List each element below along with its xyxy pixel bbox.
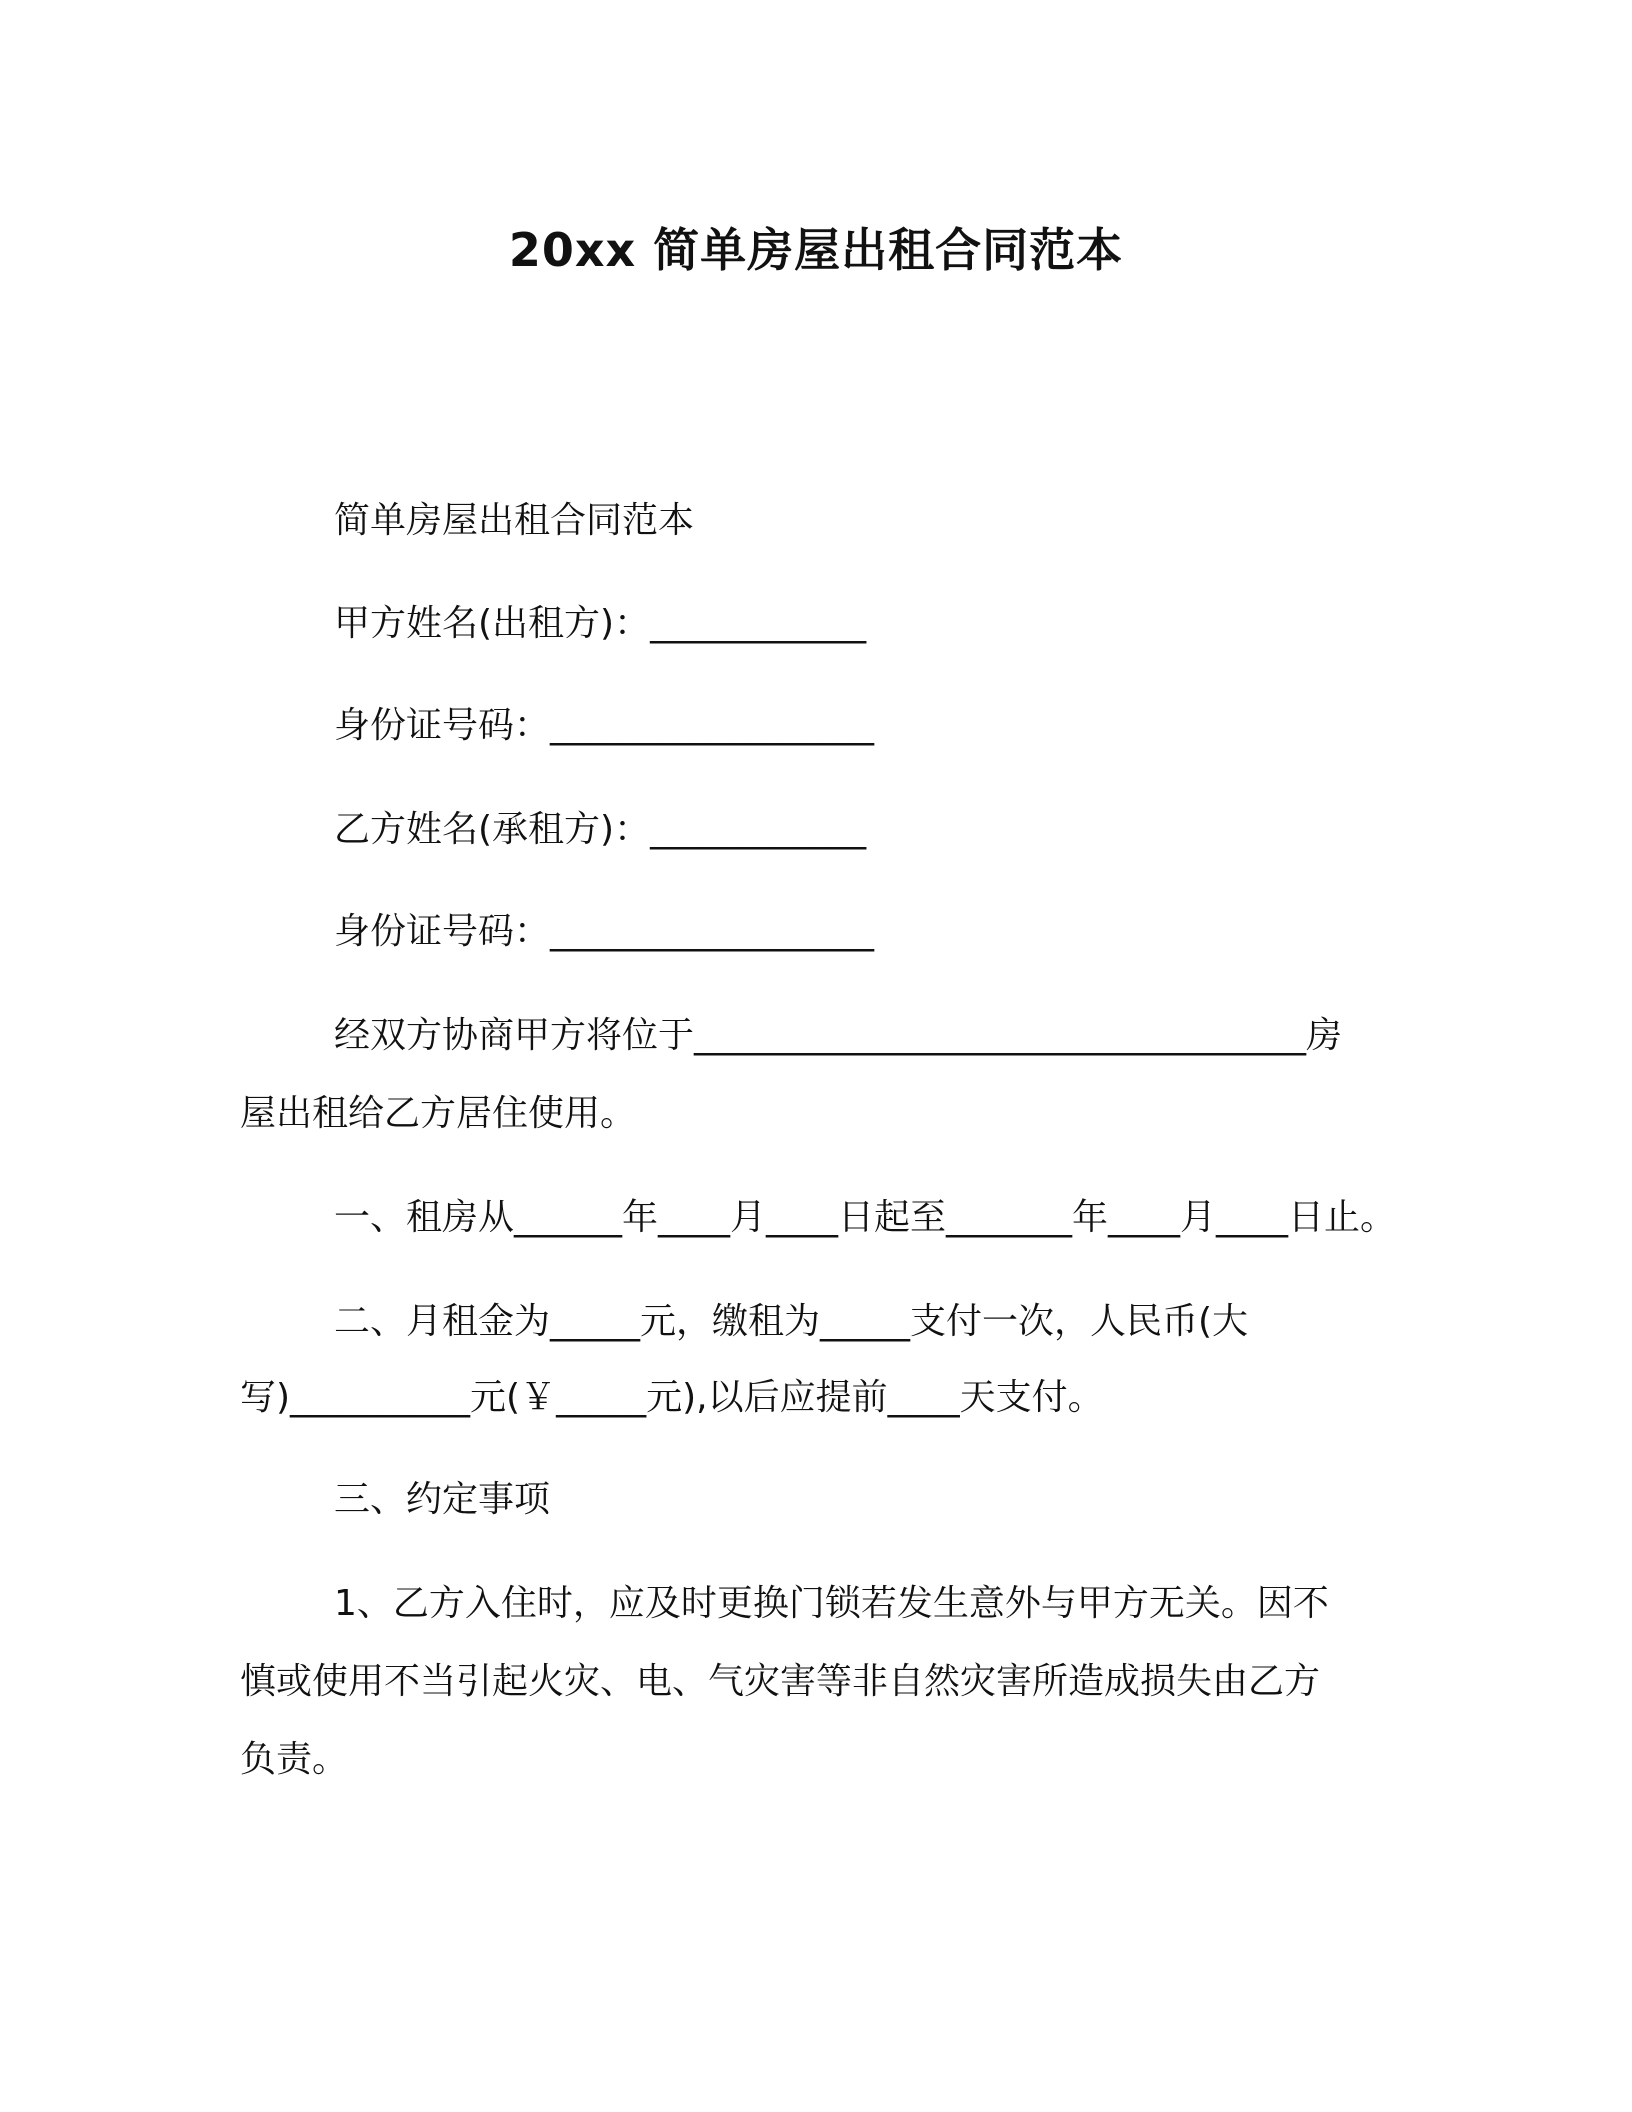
term-line: 一、租房从______年____月____日起至_______年____月____日止。 — [334, 1197, 1397, 1238]
section-heading-agreements: 三、约定事项 — [334, 1479, 551, 1520]
clause-1-line-3: 负责。 — [240, 1739, 349, 1780]
lessor-id-line: 身份证号码：__________________ — [334, 705, 875, 746]
document-title: 20xx 简单房屋出租合同范本 — [508, 223, 1124, 277]
lessor-name-line: 甲方姓名(出租方)：____________ — [334, 603, 867, 644]
clause-1-line-2: 慎或使用不当引起火灾、电、气灾害等非自然灾害所造成损失由乙方 — [240, 1661, 1321, 1702]
property-location-line-cont: 屋出租给乙方居住使用。 — [240, 1093, 637, 1134]
lessee-name-line: 乙方姓名(承租方)：____________ — [334, 809, 867, 850]
rent-line-cont: 写)__________元(￥_____元),以后应提前____天支付。 — [240, 1377, 1104, 1418]
rent-line: 二、月租金为_____元，缴租为_____支付一次，人民币(大 — [334, 1301, 1249, 1342]
clause-1-line-1: 1、乙方入住时，应及时更换门锁若发生意外与甲方无关。因不 — [334, 1583, 1329, 1624]
property-location-line: 经双方协商甲方将位于__________________________________房 — [334, 1015, 1343, 1056]
lessee-id-line: 身份证号码：__________________ — [334, 911, 875, 952]
subtitle-line: 简单房屋出租合同范本 — [334, 500, 695, 541]
